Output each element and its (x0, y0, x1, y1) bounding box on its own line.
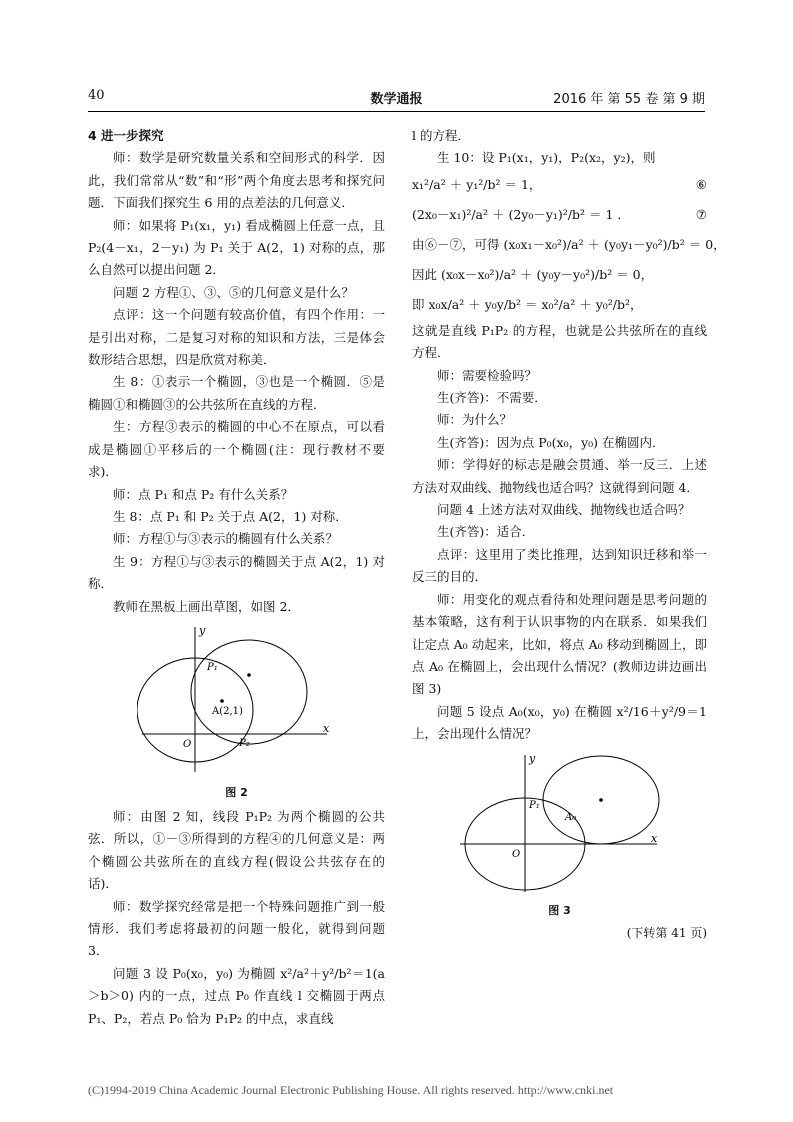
equation-7 (412, 200, 707, 230)
equation-line (412, 290, 707, 320)
paragraph: 生 8：①表示一个椭圆，③也是一个椭圆．⑤是椭圆①和椭圆③的公共弦所在直线的方程． (88, 374, 385, 412)
left-column (88, 125, 385, 1030)
paragraph: 生 10：设 P₁(x₁，y₁)，P₂(x₂，y₂)，则 (437, 150, 656, 166)
continued-note: (下转第 41 页) (626, 925, 707, 940)
journal-title: 数学通报 (370, 92, 423, 107)
equation-tag: ⑥ (695, 176, 707, 192)
equation-expr: (2x₀－x₁)²/a² ＋ (2y₀－y₁)²/b² ＝ 1 ． (412, 206, 630, 222)
paragraph: 点评：这里用了类比推理，达到知识迁移和举一反三的目的． (412, 546, 707, 585)
equation-expr: 因此 (x₀x－x₀²)/a² ＋ (y₀y－y₀²)/b² ＝ 0， (412, 266, 654, 282)
paragraph: 问题 3 设 P₀(x₀，y₀) 为椭圆 x²/a²＋y²/b²＝1(a＞b＞0) 内的一点，过点 P₀ 作直线 l 交椭圆于两点 P₁、P₂，若点 P₀ 恰为 P₁P₂ 的中点，求直线 (88, 965, 385, 1026)
paragraph: 教师在黑板上画出草图，如图 2． (113, 598, 300, 614)
equation-6 (412, 170, 707, 200)
equation-expr: 由⑥－⑦，可得 (x₀x₁－x₀²)/a² ＋ (y₀y₁－y₀²)/b² ＝ 0， (412, 236, 726, 252)
equation-diff (412, 230, 726, 260)
issue-info: 2016 年 第 55 卷 第 9 期 (553, 92, 705, 107)
paragraph: 师：数学探究经常是把一个特殊问题推广到一般情形．我们考虑将最初的问题一般化，就得到问题 3． (88, 898, 385, 959)
center-dot (599, 798, 603, 802)
center-dot (247, 673, 251, 677)
copyright-footer: (C)1994-2019 China Academic Journal Electronic Publishing House. All rights reserved. http://www.cnki.net (88, 1083, 614, 1097)
a0-label: A₀ (564, 811, 576, 823)
paragraph: 师：学得好的标志是融会贯通、举一反三．上述方法对双曲线、抛物线也适合吗？这就得到问题 4． (412, 457, 707, 495)
y-label: y (528, 751, 535, 765)
p1-label: P₁ (206, 661, 218, 673)
page-number: 40 (88, 88, 105, 103)
paragraph: 师：数学是研究数量关系和空间形式的科学．因此，我们常常从“数”和“形”两个角度去思考和探究问题．下面我们探究生 6 用的点差法的几何意义． (88, 150, 385, 211)
right-column (412, 125, 726, 941)
paragraph: 生 9：方程①与③表示的椭圆关于点 A(2，1) 对称． (88, 553, 385, 592)
paragraph: 师：为什么？ (437, 412, 513, 428)
x-label: x (322, 721, 329, 735)
figure-3 (455, 750, 665, 900)
paragraph: 生：方程③表示的椭圆的中心不在原点，可以看成是椭圆①平移后的一个椭圆(注：现行教材不要求)． (88, 419, 385, 480)
paragraph: 生(齐答)：适合． (437, 524, 535, 540)
header-rule (88, 111, 705, 112)
equation-expr: x₁²/a² ＋ y₁²/b² ＝ 1， (412, 176, 542, 192)
paragraph: 问题 5 设点 A₀(x₀，y₀) 在椭圆 x²/16＋y²/9＝1 上，会出现什么情况？ (412, 703, 707, 742)
p2-label: P₂ (238, 737, 250, 749)
equation-therefore (412, 260, 707, 290)
section-heading: 4 进一步探究 (88, 128, 164, 143)
paragraph: 师：方程①与③表示的椭圆有什么关系？ (113, 531, 339, 547)
equation-tag: ⑦ (695, 206, 707, 222)
figure-3-caption: 图 3 (548, 903, 571, 917)
x-label: x (650, 831, 657, 845)
equation-expr: 即 x₀x/a² ＋ y₀y/b² ＝ x₀²/a² ＋ y₀²/b²， (412, 296, 643, 312)
paragraph: 这就是直线 P₁P₂ 的方程，也就是公共弦所在的直线方程． (412, 322, 707, 361)
paragraph: 点评：这一个问题有较高价值，有四个作用：一是引出对称，二是复习对称的知识和方法，三是体会数形结合思想，四是欣赏对称美． (88, 307, 385, 368)
origin-label: O (182, 738, 191, 750)
paragraph: 生(齐答)：不需要． (437, 390, 547, 406)
origin-label: O (511, 848, 520, 860)
paragraph: 师：用变化的观点看待和处理问题是思考问题的基本策略，这有利于认识事物的内在联系．如果我们让定点 A₀ 动起来，比如，将点 A₀ 移动到椭圆上，即点 A₀ 在椭圆上，会出现什么情况？(教师边讲边画出图 3) (412, 591, 707, 697)
point-a-dot (220, 699, 224, 703)
a-label: A(2,1) (211, 705, 243, 717)
paragraph: 生 8：点 P₁ 和 P₂ 关于点 A(2，1) 对称． (113, 508, 348, 524)
page-header (88, 88, 705, 106)
paragraph: 师：点 P₁ 和点 P₂ 有什么关系？ (113, 486, 294, 502)
y-label: y (198, 623, 205, 637)
paragraph: 师：需要检验吗？ (437, 367, 538, 383)
figure-2 (137, 622, 337, 782)
p1-label: P₁ (528, 799, 540, 811)
paragraph: 师：由图 2 知，线段 P₁P₂ 为两个椭圆的公共弦．所以，①－③所得到的方程④的几何意义是：两个椭圆公共弦所在的直线方程(假设公共弦存在的话)． (88, 808, 385, 892)
paragraph: 问题 4 上述方法对双曲线、抛物线也适合吗？ (437, 502, 691, 518)
paragraph: l 的方程． (412, 128, 470, 143)
figure-2-caption: 图 2 (225, 785, 248, 799)
paragraph: 生(齐答)：因为点 P₀(x₀，y₀) 在椭圆内． (437, 434, 665, 450)
paragraph: 师：如果将 P₁(x₁，y₁) 看成椭圆上任意一点，且 P₂(4－x₁，2－y₁) 为 P₁ 关于 A(2，1) 对称的点，那么自然可以提出问题 2． (88, 217, 385, 278)
paragraph: 问题 2 方程①、③、⑤的几何意义是什么？ (113, 284, 354, 300)
